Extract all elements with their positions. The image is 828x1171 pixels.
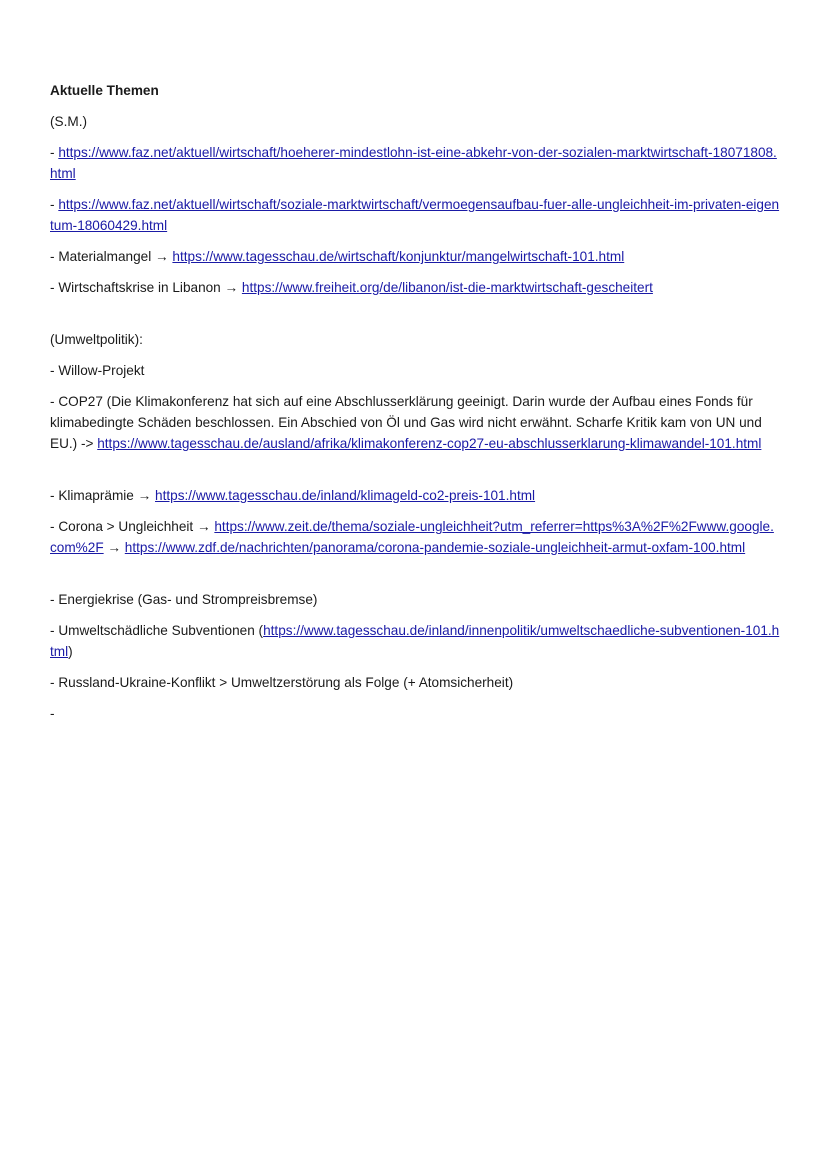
arrow-right-icon: → [155,249,169,264]
link-tagesschau-cop27[interactable]: https://www.tagesschau.de/ausland/afrika/klimakonferenz-cop27-eu-abschlusserklarung-klimawandel-101.html [97,436,762,451]
item-label-corona: Corona > Ungleichheit [58,519,194,534]
list-item [50,485,780,506]
arrow-right-icon: → [224,280,239,295]
link-zdf-corona[interactable]: https://www.zdf.de/nachrichten/panorama/corona-pandemie-soziale-ungleichheit-armut-oxfam-100.html [124,540,746,555]
dash: - [50,519,55,534]
dash: - [50,363,55,378]
item-label-klimapraemie: Klimaprämie [58,488,134,503]
dash: - [50,623,55,638]
document-page [50,80,780,734]
list-item [50,703,780,724]
list-item [50,246,780,267]
item-text-cop27: COP27 (Die Klimakonferenz hat sich auf eine Abschlusserklärung geeinigt. Darin wurde der Aufbau eines Fonds für klimabedingte Schäden beschlossen. Ein Abschied von Öl und Gas wird nicht erwähnt. Scharfe Kritik kam von UN und EU.) -> [50,394,762,451]
list-item [50,516,780,558]
list-item [50,672,780,693]
item-label-libanon: Wirtschaftskrise in Libanon [58,280,221,295]
link-faz-mindestlohn[interactable]: https://www.faz.net/aktuell/wirtschaft/hoeherer-mindestlohn-ist-eine-abkehr-von-der-sozialen-marktwirtschaft-18071808.html [50,145,777,181]
dash: - [50,706,55,721]
arrow-right-icon: → [137,488,152,503]
dash: - [50,197,55,212]
link-tagesschau-subventionen[interactable]: https://www.tagesschau.de/inland/innenpolitik/umweltschaedliche-subventionen-101.html [50,623,780,659]
link-tagesschau-mangelwirtschaft[interactable]: https://www.tagesschau.de/wirtschaft/konjunktur/mangelwirtschaft-101.html [172,249,625,264]
arrow-right-icon: → [107,540,122,555]
dash: - [50,592,55,607]
link-zeit-ungleichheit[interactable]: https://www.zeit.de/thema/soziale-ungleichheit?utm_referrer=https%3A%2F%2Fwww.google.com%2F [50,519,774,555]
dash: - [50,280,55,295]
dash: - [50,394,55,409]
item-label-russland: Russland-Ukraine-Konflikt > Umweltzerstörung als Folge (+ Atomsicherheit) [58,675,514,690]
item-label-willow: Willow-Projekt [58,363,145,378]
arrow-right-icon: → [196,519,211,534]
list-item [50,142,780,184]
list-item [50,391,780,454]
dash: - [50,145,55,160]
closing-paren: ) [68,644,73,659]
dash: - [50,488,55,503]
item-label-subventionen: Umweltschädliche Subventionen ( [58,623,264,638]
link-faz-vermoegensaufbau[interactable]: https://www.faz.net/aktuell/wirtschaft/soziale-marktwirtschaft/vermoegensaufbau-fuer-alle-ungleichheit-im-privaten-eigentum-18060429.html [50,197,780,233]
dash: - [50,675,55,690]
list-item [50,589,780,610]
link-tagesschau-klimageld[interactable]: https://www.tagesschau.de/inland/klimageld-co2-preis-101.html [155,488,536,503]
list-item [50,360,780,381]
dash: - [50,249,55,264]
list-item [50,277,780,298]
item-label-energiekrise: Energiekrise (Gas- und Strompreisbremse) [58,592,318,607]
section-label-sm: (S.M.) [50,114,87,129]
list-item [50,620,780,662]
link-freiheit-libanon[interactable]: https://www.freiheit.org/de/libanon/ist-die-marktwirtschaft-gescheitert [241,280,653,295]
list-item [50,194,780,236]
document-title: Aktuelle Themen [50,83,159,98]
section-label-umweltpolitik: (Umweltpolitik): [50,332,143,347]
item-label-materialmangel: Materialmangel [58,249,152,264]
